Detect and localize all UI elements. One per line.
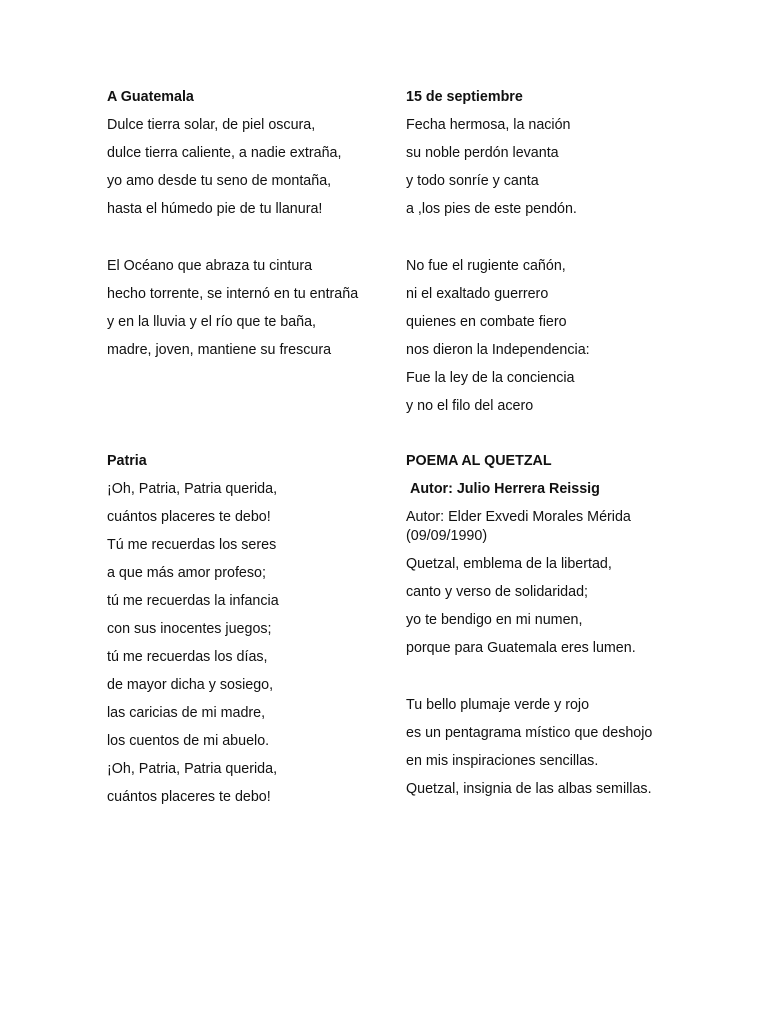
- poem-line: hecho torrente, se internó en tu entraña: [107, 286, 359, 302]
- poem-line: Quetzal, emblema de la libertad,: [406, 556, 612, 572]
- poem-line: dulce tierra caliente, a nadie extraña,: [107, 145, 342, 161]
- poem-line: ¡Oh, Patria, Patria querida,: [107, 761, 278, 777]
- stanza: [406, 116, 696, 219]
- poem-line: canto y verso de solidaridad;: [406, 584, 588, 600]
- poem-line: de mayor dicha y sosiego,: [107, 677, 274, 693]
- poem-title: Patria: [107, 453, 147, 469]
- stanza-gap: [406, 658, 696, 687]
- poem-author: Autor: Elder Exvedi Morales Mérida (09/09/1990): [406, 509, 631, 544]
- poem-line: No fue el rugiente cañón,: [406, 258, 566, 274]
- stanza: [406, 696, 696, 799]
- poem-line: los cuentos de mi abuelo.: [107, 733, 270, 749]
- poem-al-quetzal: [406, 451, 696, 799]
- poem-line: El Océano que abraza tu cintura: [107, 258, 313, 274]
- poem-line: tú me recuerdas los días,: [107, 649, 268, 665]
- poem-patria: [107, 451, 377, 807]
- stanza: [406, 555, 696, 658]
- stanza: [107, 257, 377, 360]
- stanza: [107, 480, 377, 807]
- poem-line: en mis inspiraciones sencillas.: [406, 753, 599, 769]
- poem-line: yo te bendigo en mi numen,: [406, 612, 583, 628]
- poem-line: Dulce tierra solar, de piel oscura,: [107, 117, 316, 133]
- poem-line: hasta el húmedo pie de tu llanura!: [107, 201, 323, 217]
- poem-title: POEMA AL QUETZAL: [406, 453, 552, 469]
- poem-line: cuántos placeres te debo!: [107, 789, 271, 805]
- stanza-gap: [107, 219, 377, 248]
- poem-line: cuántos placeres te debo!: [107, 509, 271, 525]
- poem-line: Fecha hermosa, la nación: [406, 117, 571, 133]
- poem-line: tú me recuerdas la infancia: [107, 593, 279, 609]
- poem-line: es un pentagrama místico que deshojo: [406, 725, 653, 741]
- poem-line: madre, joven, mantiene su frescura: [107, 342, 332, 358]
- poem-a-guatemala: [107, 87, 377, 360]
- poem-line: porque para Guatemala eres lumen.: [406, 640, 636, 656]
- poem-line: Tu bello plumaje verde y rojo: [406, 697, 590, 713]
- stanza: [406, 257, 696, 416]
- poem-title: 15 de septiembre: [406, 89, 523, 105]
- poem-15-de-septiembre: [406, 87, 696, 416]
- poem-line: ¡Oh, Patria, Patria querida,: [107, 481, 278, 497]
- poem-line: a que más amor profeso;: [107, 565, 266, 581]
- poem-line: Tú me recuerdas los seres: [107, 537, 277, 553]
- poem-line: su noble perdón levanta: [406, 145, 559, 161]
- poem-line: ni el exaltado guerrero: [406, 286, 549, 302]
- poem-line: con sus inocentes juegos;: [107, 621, 272, 637]
- poem-line: y todo sonríe y canta: [406, 173, 539, 189]
- stanza: [107, 116, 377, 219]
- poem-line: a ,los pies de este pendón.: [406, 201, 577, 217]
- poem-line: y en la lluvia y el río que te baña,: [107, 314, 317, 330]
- poem-title: A Guatemala: [107, 89, 194, 105]
- poem-line: Fue la ley de la conciencia: [406, 370, 575, 386]
- poem-line: y no el filo del acero: [406, 398, 534, 414]
- poem-line: Quetzal, insignia de las albas semillas.: [406, 781, 652, 797]
- poem-line: quienes en combate fiero: [406, 314, 567, 330]
- poem-line: nos dieron la Independencia:: [406, 342, 590, 358]
- poem-line: yo amo desde tu seno de montaña,: [107, 173, 332, 189]
- poem-author-bold: Autor: Julio Herrera Reissig: [410, 481, 600, 497]
- poem-line: las caricias de mi madre,: [107, 705, 266, 721]
- stanza-gap: [406, 219, 696, 248]
